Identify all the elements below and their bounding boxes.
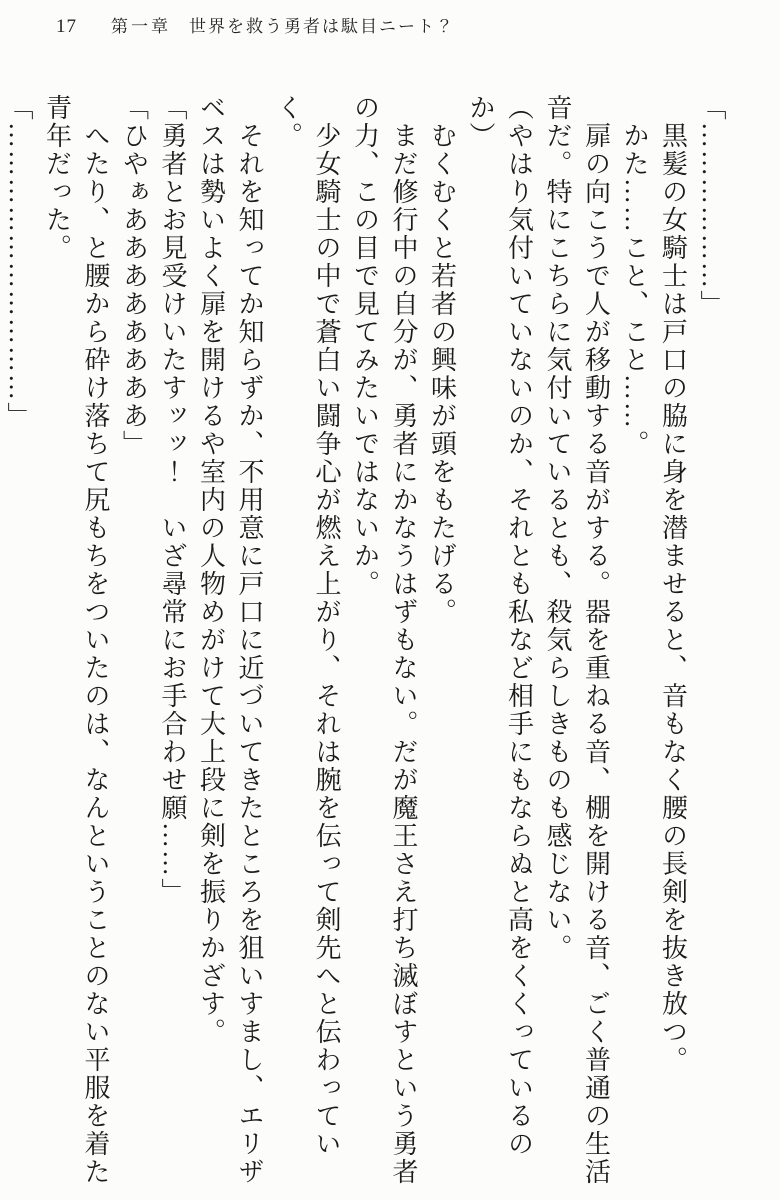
paragraph-2: 黒髪の女騎士は戸口の脇に身を潜ませると、音もなく腰の長剣を抜き放つ。 xyxy=(658,122,688,1074)
paragraph-8: 少女騎士の中で蒼白い闘争心が燃え上がり、それは腕を伝って剣先へと伝わっていく。 xyxy=(273,94,341,1158)
paragraph-10: 「勇者とお見受けいたすッッ！ いざ尋常にお手合わせ願……」 xyxy=(158,94,187,906)
chapter-title: 世界を救う勇者は駄目ニート？ xyxy=(189,17,455,36)
paragraph-6: むくむくと若者の興味が頭をもたげる。 xyxy=(427,122,457,626)
body-text xyxy=(0,94,730,1190)
paragraph-7: まだ修行中の自分が、勇者にかなうはずもない。だが魔王さえ打ち滅ぼすという勇者の力、この目で見てみたいではないか。 xyxy=(350,94,418,1186)
page-number: 17 xyxy=(56,16,77,37)
paragraph-13: 「…………………………」 xyxy=(4,94,33,430)
paragraph-4: 扉の向こうで人が移動する音がする。器を重ねる音、棚を開ける音、ごく普通の生活音だ。特にこちらに気付いているとも、殺気らしきものも感じない。 xyxy=(543,94,611,1186)
paragraph-11: 「ひやぁああああああああ」 xyxy=(119,94,149,458)
paragraph-5: （やはり気付いていないのか、それとも私など相手にもならぬと高をくくっているのか） xyxy=(466,94,534,1158)
running-head xyxy=(56,12,455,38)
paragraph-3: かた……こと、こと……。 xyxy=(620,122,649,458)
paragraph-1: 「………………」 xyxy=(697,94,726,318)
paragraph-12: へたり、と腰から砕け落ちて尻もちをついたのは、なんということのない平服を着た青年だった。 xyxy=(42,94,110,1186)
chapter-label: 第一章 xyxy=(111,17,171,36)
paragraph-9: それを知ってか知らずか、不用意に戸口に近づいてきたところを狙いすまし、エリザベスは勢いよく扉を開けるや室内の人物めがけて大上段に剣を振りかざす。 xyxy=(196,94,264,1186)
